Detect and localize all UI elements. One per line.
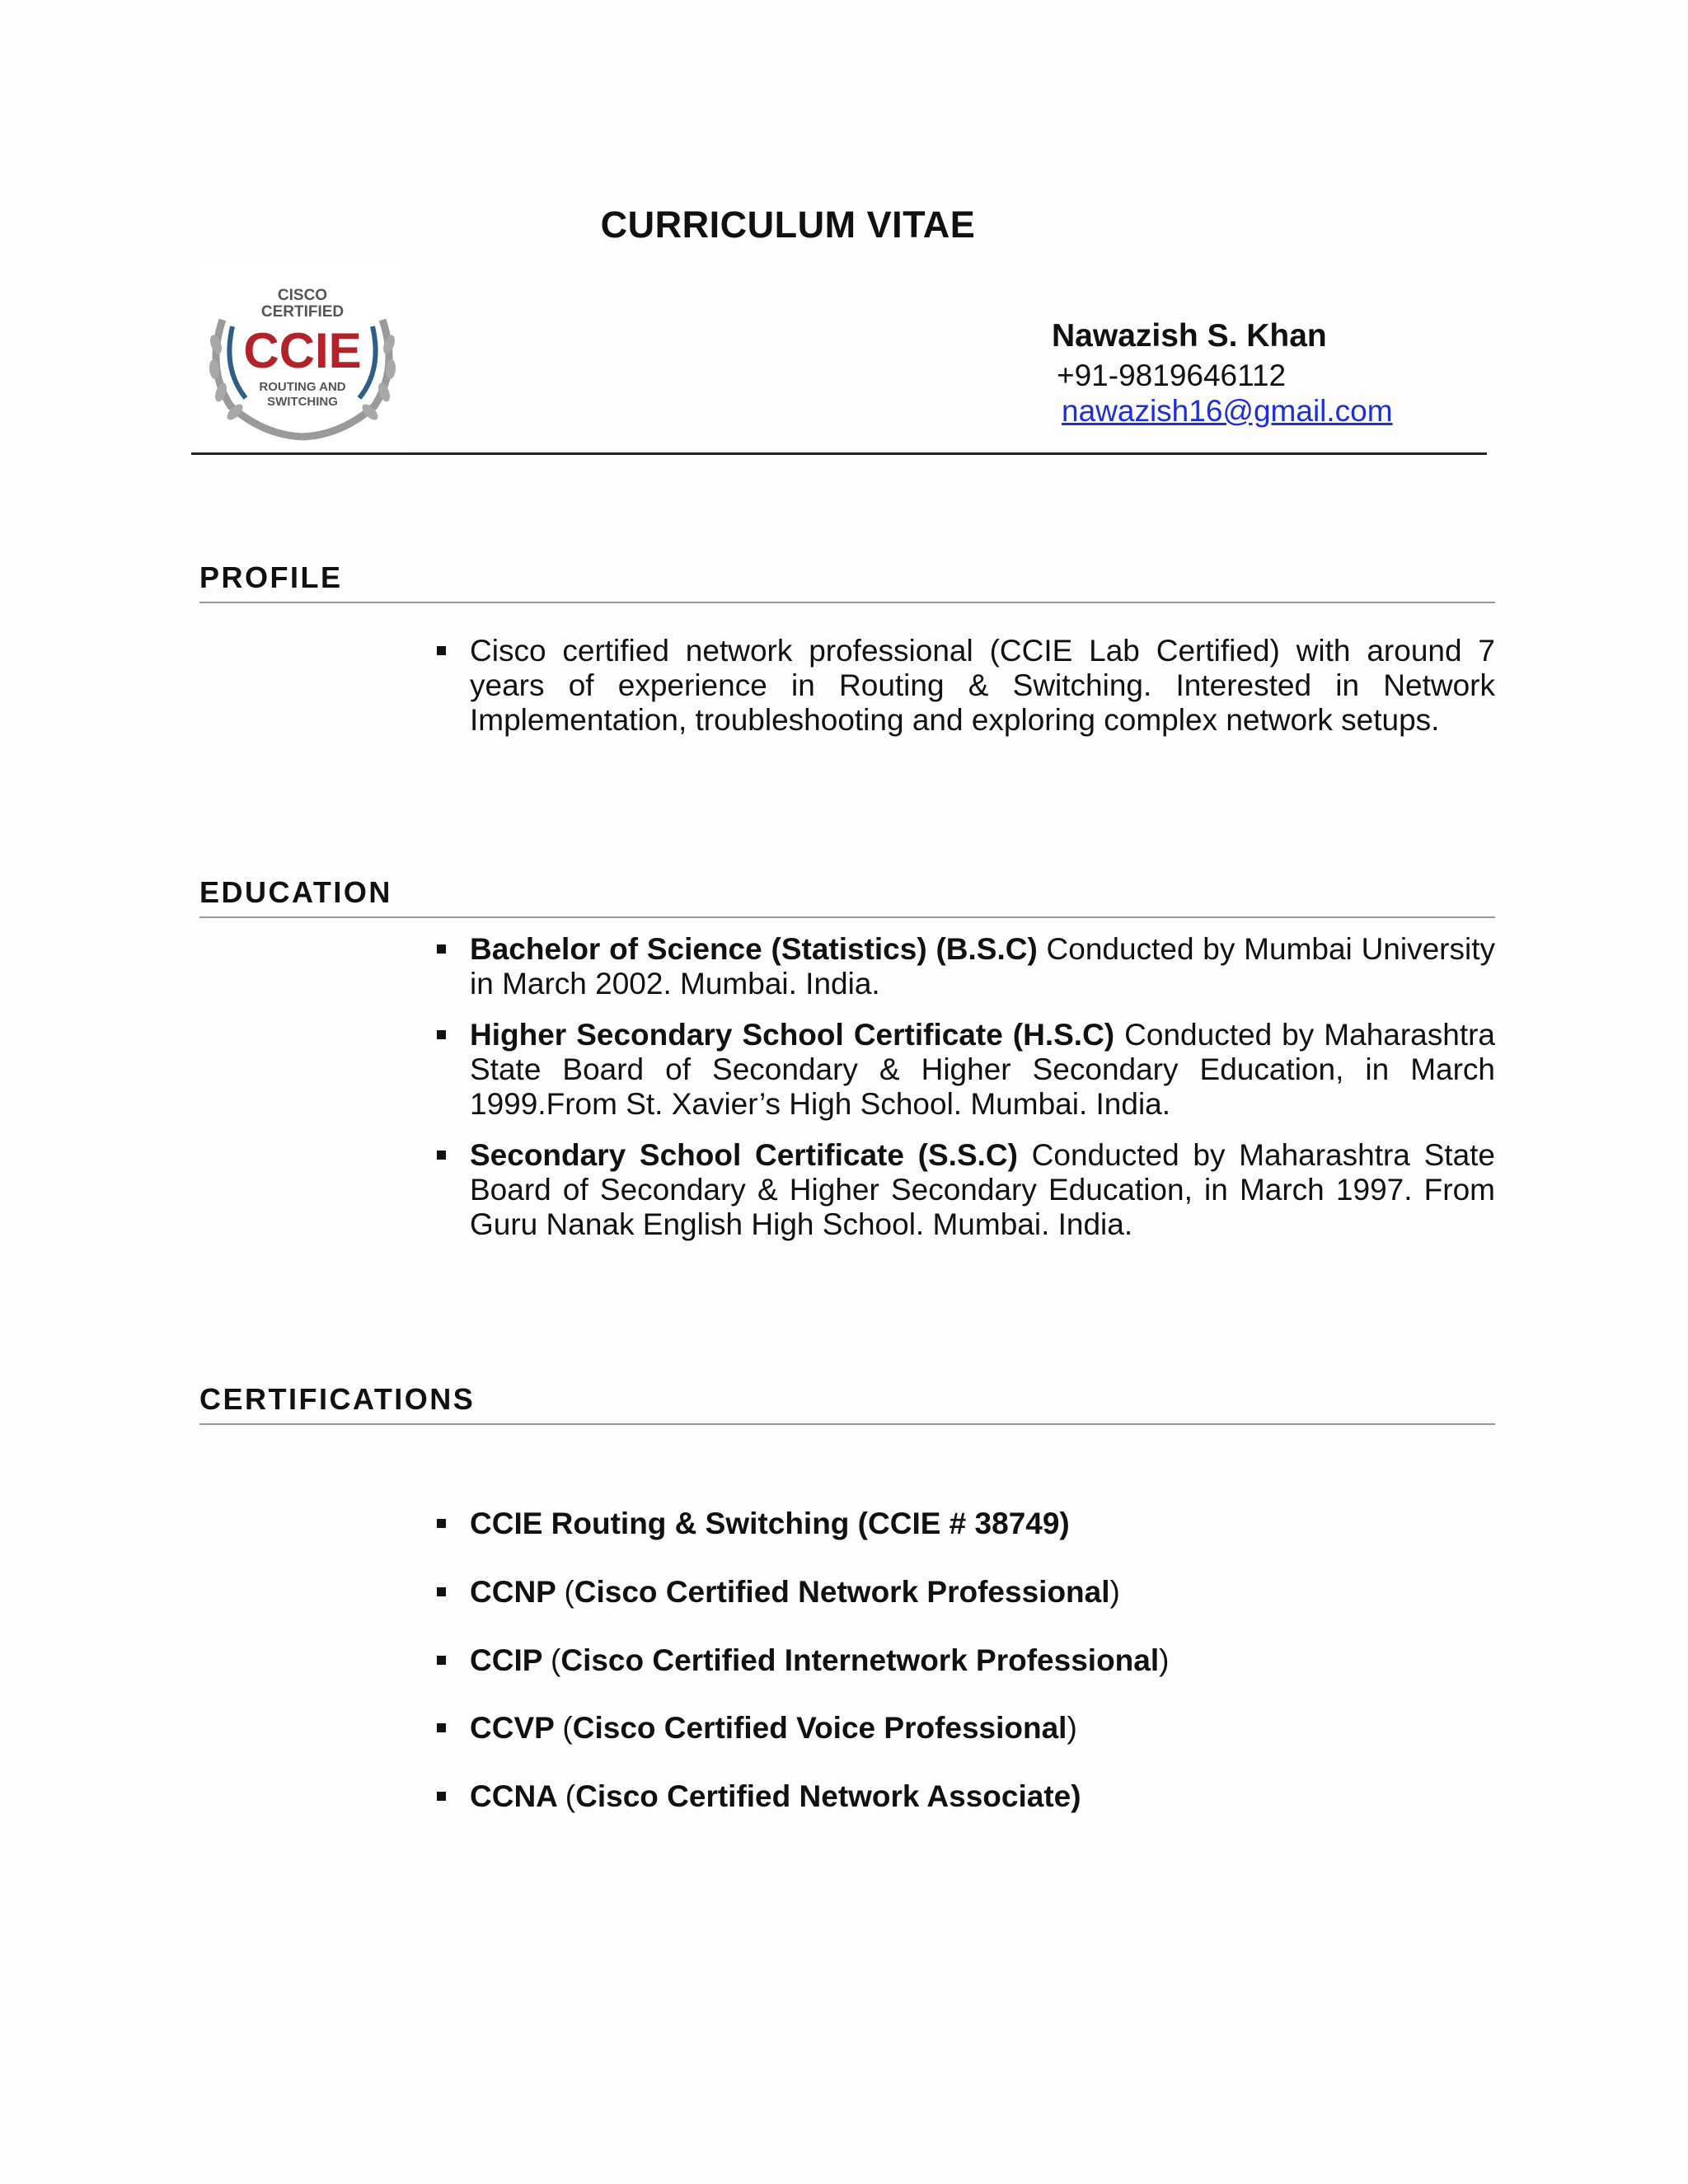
degree-title: Secondary School Certificate (S.S.C): [470, 1138, 1018, 1172]
list-item: CCVP (Cisco Certified Voice Professional): [470, 1711, 1077, 1746]
page-title: CURRICULUM VITAE: [600, 204, 976, 246]
cert-close: ): [1109, 1575, 1120, 1609]
contact-block: [1052, 315, 1393, 429]
profile-text: Cisco certified network professional (CCIE Lab Certified) with around 7 years of experience in Routing & Switching. Interested in Network Implementation, troubleshooting and exploring complex network setups.: [470, 634, 1495, 737]
list-item: CCIP (Cisco Certified Internetwork Professional): [470, 1643, 1169, 1678]
degree-detail: Conducted by Mumbai University in March 2002. Mumbai. India.: [470, 932, 1495, 1001]
logo-sub-text: ROUTING AND: [259, 380, 346, 394]
cert-code: CCIE Routing & Switching (CCIE # 38749): [470, 1507, 1070, 1540]
list-item: [470, 1018, 1495, 1122]
cert-name: Cisco Certified Network Professional: [574, 1575, 1110, 1609]
cert-code: CCNA: [470, 1779, 557, 1813]
certifications-heading: CERTIFICATIONS: [199, 1382, 1495, 1425]
profile-heading: PROFILE: [199, 560, 1495, 603]
header-divider: [191, 452, 1487, 455]
list-item: CCNA (Cisco Certified Network Associate): [470, 1779, 1081, 1814]
logo-main-text: CCIE: [243, 323, 362, 378]
logo-top-text2: CERTIFIED: [260, 303, 345, 321]
cert-name: Cisco Certified Network Associate): [575, 1779, 1081, 1813]
candidate-name: Nawazish S. Khan: [1052, 318, 1327, 354]
logo-sub-text2: SWITCHING: [267, 395, 338, 409]
bullet-icon: [437, 944, 446, 954]
degree-detail: Conducted by Maharashtra State Board of Secondary & Higher Secondary Education, in March 1999.From St. Xavier’s High School. Mumbai. India.: [470, 1018, 1496, 1121]
bullet-icon: [437, 1656, 446, 1665]
education-list: [470, 932, 1495, 1242]
list-item: [470, 932, 1495, 1001]
ccie-logo: [198, 262, 407, 450]
profile-list: [470, 634, 1495, 738]
education-heading: EDUCATION: [199, 875, 1495, 918]
bullet-icon: [437, 1587, 446, 1596]
cert-close: ): [1067, 1711, 1077, 1745]
cert-code: CCIP: [470, 1643, 542, 1677]
cert-name: Cisco Certified Internetwork Professional: [560, 1643, 1160, 1677]
degree-title: Bachelor of Science (Statistics) (B.S.C): [470, 932, 1038, 966]
email-link[interactable]: nawazish16@gmail.com: [1062, 394, 1393, 428]
cert-name: Cisco Certified Voice Professional: [572, 1711, 1067, 1745]
bullet-icon: [437, 1151, 446, 1160]
list-item: [470, 634, 1495, 738]
bullet-icon: [437, 1792, 446, 1801]
list-item: [470, 1138, 1495, 1242]
list-item: CCNP (Cisco Certified Network Professional): [470, 1575, 1120, 1610]
bullet-icon: [437, 1723, 446, 1732]
cert-code: CCVP: [470, 1711, 555, 1745]
bullet-icon: [437, 646, 446, 655]
cert-code: CCNP: [470, 1575, 556, 1609]
phone-number: +91-9819646112: [1057, 359, 1287, 392]
cert-close: ): [1159, 1643, 1170, 1677]
list-item: [470, 1507, 1070, 1541]
bullet-icon: [437, 1030, 446, 1039]
degree-detail: Conducted by Maharashtra State Board of Secondary & Higher Secondary Education, in March 1997. From Guru Nanak English High School. Mumbai. India.: [470, 1138, 1496, 1241]
degree-title: Higher Secondary School Certificate (H.S.C): [470, 1018, 1115, 1052]
bullet-icon: [437, 1519, 446, 1528]
logo-top-text: CISCO: [277, 287, 328, 304]
